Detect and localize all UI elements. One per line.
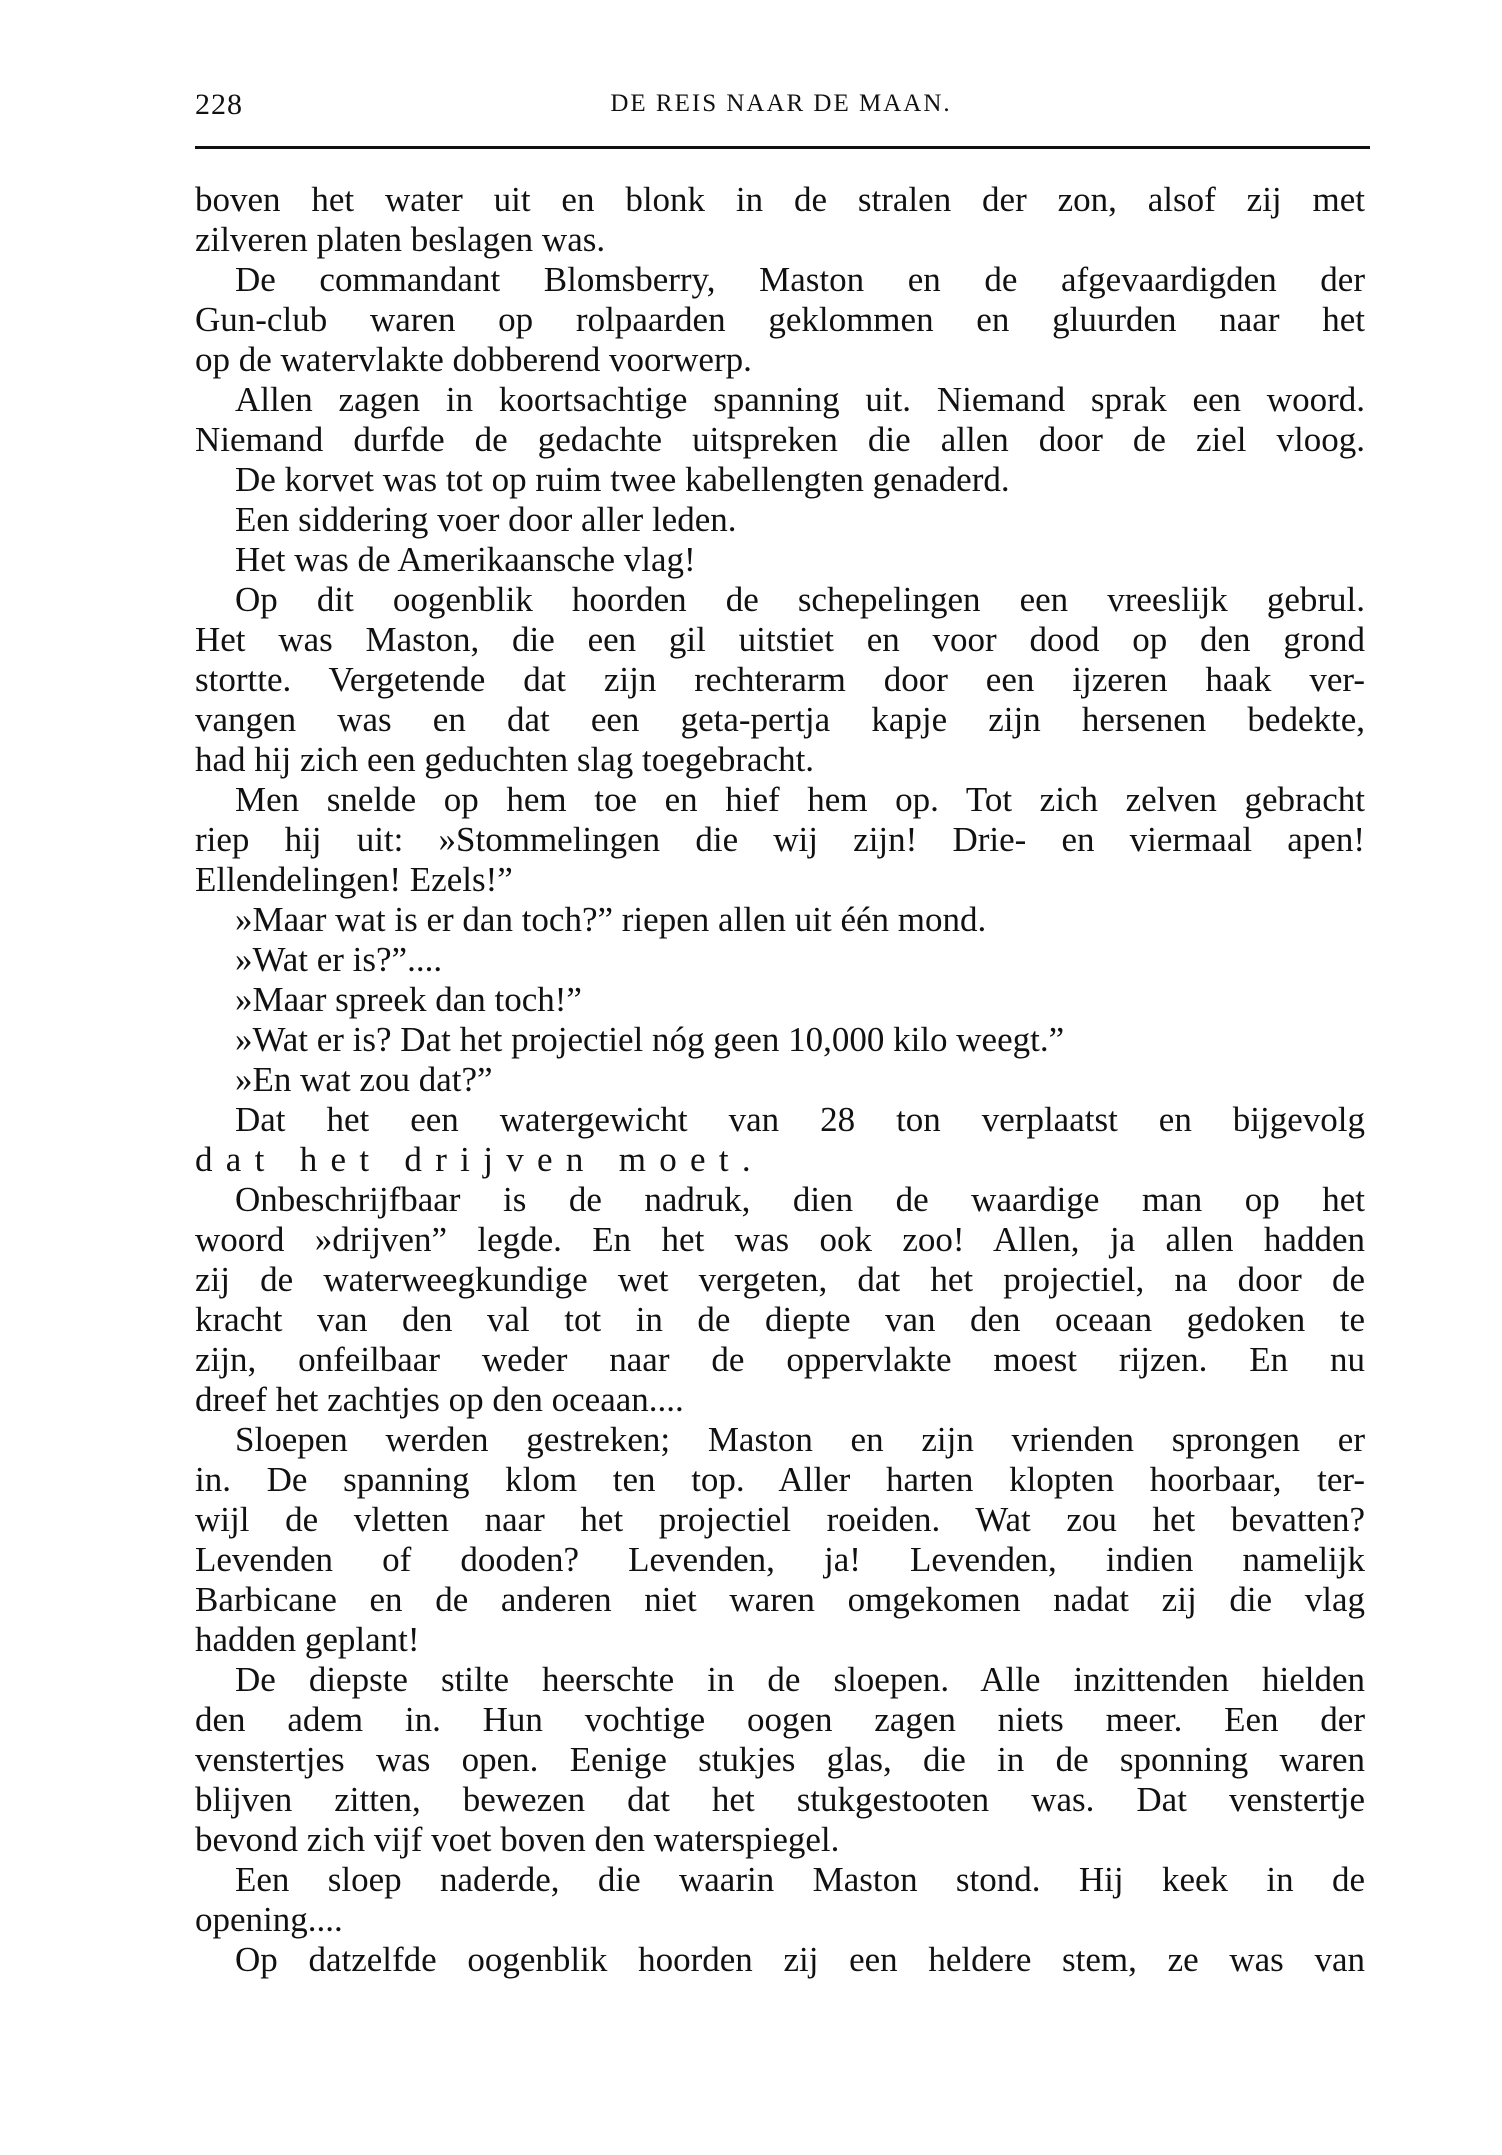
text-line: Allen zagen in koortsachtige spanning uit. Niemand sprak een woord. — [235, 380, 1365, 419]
page-number: 228 — [195, 88, 243, 121]
text-line: blijven zitten, bewezen dat het stukgestooten was. Dat venstertje — [195, 1780, 1365, 1819]
text-line: zilveren platen beslagen was. — [195, 220, 606, 259]
text-line: hadden geplant! — [195, 1620, 420, 1659]
text-line: Een sloep naderde, die waarin Maston stond. Hij keek in de — [235, 1860, 1365, 1899]
text-line: De commandant Blomsberry, Maston en de afgevaardigden der — [235, 260, 1365, 299]
text-line: in. De spanning klom ten top. Aller harten klopten hoorbaar, ter- — [195, 1460, 1365, 1499]
text-line: zijn, onfeilbaar weder naar de oppervlakte moest rijzen. En nu — [195, 1340, 1365, 1379]
text-line: Barbicane en de anderen niet waren omgekomen nadat zij die vlag — [195, 1580, 1365, 1619]
text-line: Gun-club waren op rolpaarden geklommen en gluurden naar het — [195, 300, 1365, 339]
text-line: Dat het een watergewicht van 28 ton verplaatst en bijgevolg — [235, 1100, 1365, 1139]
text-line: De diepste stilte heerschte in de sloepen. Alle inzittenden hielden — [235, 1660, 1365, 1699]
text-line: Levenden of dooden? Levenden, ja! Levenden, indien namelijk — [195, 1540, 1365, 1579]
text-line: »En wat zou dat?” — [235, 1060, 493, 1099]
text-line: bevond zich vijf voet boven den waterspiegel. — [195, 1820, 840, 1859]
text-line: »Maar wat is er dan toch?” riepen allen uit één mond. — [235, 900, 987, 939]
text-line: Het was de Amerikaansche vlag! — [235, 540, 696, 579]
text-line: had hij zich een geduchten slag toegebracht. — [195, 740, 815, 779]
text-line: opening.... — [195, 1900, 343, 1939]
text-line: »Wat er is?”.... — [235, 940, 443, 979]
text-line: Niemand durfde de gedachte uitspreken die allen door de ziel vloog. — [195, 420, 1365, 459]
text-line: Ellendelingen! Ezels!” — [195, 860, 513, 899]
text-line: stortte. Vergetende dat zijn rechterarm door een ijzeren haak ver- — [195, 660, 1365, 699]
text-line: »Maar spreek dan toch!” — [235, 980, 582, 1019]
text-line: woord »drijven” legde. En het was ook zoo! Allen, ja allen hadden — [195, 1220, 1365, 1259]
running-title: DE REIS NAAR DE MAAN. — [610, 90, 952, 117]
text-line: Onbeschrijfbaar is de nadruk, dien de waardige man op het — [235, 1180, 1365, 1219]
text-line: venstertjes was open. Eenige stukjes glas, die in de sponning waren — [195, 1740, 1365, 1779]
page-body-text — [195, 180, 1365, 1980]
text-line: Men snelde op hem toe en hief hem op. Tot zich zelven gebracht — [235, 780, 1365, 819]
text-line: Het was Maston, die een gil uitstiet en voor dood op den grond — [195, 620, 1365, 659]
text-line: boven het water uit en blonk in de stralen der zon, alsof zij met — [195, 180, 1365, 219]
text-line: zij de waterweegkundige wet vergeten, dat het projectiel, na door de — [195, 1260, 1365, 1299]
text-line: riep hij uit: »Stommelingen die wij zijn! Drie- en viermaal apen! — [195, 820, 1365, 859]
text-line: De korvet was tot op ruim twee kabellengten genaderd. — [235, 460, 1010, 499]
text-line: Op datzelfde oogenblik hoorden zij een heldere stem, ze was van — [235, 1940, 1365, 1979]
text-line: kracht van den val tot in de diepte van den oceaan gedoken te — [195, 1300, 1365, 1339]
text-line: Sloepen werden gestreken; Maston en zijn vrienden sprongen er — [235, 1420, 1365, 1459]
text-line: Een siddering voer door aller leden. — [235, 500, 737, 539]
text-line: vangen was en dat een geta-pertja kapje zijn hersenen bedekte, — [195, 700, 1365, 739]
text-line: »Wat er is? Dat het projectiel nóg geen 10,000 kilo weegt.” — [235, 1020, 1065, 1059]
text-line: dat het drijven moet. — [195, 1140, 764, 1179]
header-rule — [195, 146, 1370, 149]
text-line: op de watervlakte dobberend voorwerp. — [195, 340, 752, 379]
text-line: dreef het zachtjes op den oceaan.... — [195, 1380, 684, 1419]
text-line: den adem in. Hun vochtige oogen zagen niets meer. Een der — [195, 1700, 1365, 1739]
text-line: wijl de vletten naar het projectiel roeiden. Wat zou het bevatten? — [195, 1500, 1365, 1539]
text-line: Op dit oogenblik hoorden de schepelingen een vreeslijk gebrul. — [235, 580, 1365, 619]
